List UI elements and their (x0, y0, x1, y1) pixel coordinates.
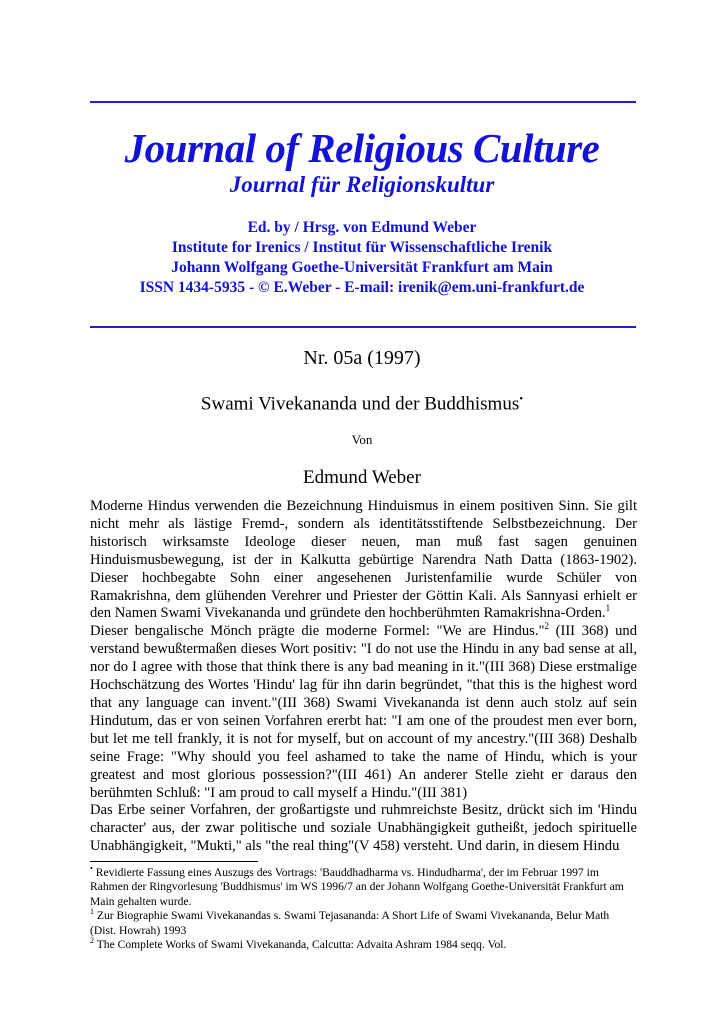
footnote-0-text: Revidierte Fassung eines Auszugs des Vortrags: 'Bauddhadharma vs. Hindudharma', der im Februar 1997 im Rahmen der Ringvorlesung 'Buddhismus' im WS 1996/7 an der Johann Wolfgang Goethe-Universität Frankfurt am Main gehalten wurde. (90, 866, 624, 908)
article-title-text: Swami Vivekananda und der Buddhismus (200, 393, 520, 415)
paragraph-2 (90, 623, 637, 802)
paragraph-1 (90, 498, 637, 623)
footnote-ref-2: 2 (544, 621, 549, 632)
article-body (90, 498, 637, 856)
footnote-2-text: The Complete Works of Swami Vivekananda, Calcutta: Advaita Ashram 1984 seqq. Vol. (94, 938, 507, 952)
footnote-separator (90, 861, 258, 862)
footnote-ref-1: 1 (605, 603, 611, 614)
footnote-1-text: Zur Biographie Swami Vivekanandas s. Swami Tejasananda: A Short Life of Swami Vivekananda, Belur Math (Dist. Howrah) 1993 (90, 909, 610, 937)
issue-number: Nr. 05a (1997) (303, 347, 421, 369)
byline-label: Von (351, 432, 373, 447)
institute-line: Institute for Irenics / Institut für Wissenschaftliche Irenik (171, 239, 553, 256)
title-footnote-mark: • (519, 393, 524, 405)
header-bottom-rule (90, 326, 636, 328)
footnote-1 (90, 909, 637, 938)
footnote-1-mark: 1 (90, 907, 94, 917)
paragraph-2-text-a: Dieser bengalische Mönch prägte die moderne Formel: "We are Hindus." (90, 623, 545, 640)
footnote-0 (90, 866, 637, 909)
footnote-2-mark: 2 (90, 936, 94, 946)
header-top-rule (90, 101, 636, 103)
paragraph-1-text: Moderne Hindus verwenden die Bezeichnung Hinduismus in einem positiven Sinn. Sie gilt nicht mehr als lästige Fremd-, sondern als identitätsstiftende Selbstbezeichnung. Der historisch wirksamste Ideologe dieser neuen, man muß fast sagen genuinen Hinduismusbewegung, ist der in Kalkutta gebürtige Narendra Nath Datta (1863-1902). Dieser hochbegabte Sohn einer angesehenen Juristenfamilie wurde Schüler von Ramakrishna, dem glühenden Verehrer und Priester der Göttin Kali. Als Sannyasi erhielt er den Namen Swami Vivekananda und gründete den hochberühmten Ramakrishna-Orden. (90, 498, 637, 622)
university-line: Johann Wolfgang Goethe-Universität Frankfurt am Main (171, 259, 553, 276)
paragraph-3: Das Erbe seiner Vorfahren, der großartigste und ruhmreichste Besitz, drückt sich im 'Hindu character' aus, der zwar politische und soziale Unabhängigkeit gutheißt, jedoch spirituelle Unabhängigkeit, "Mukti," als "the real thing"(V 458) versteht. Und darin, in diesem Hindu (90, 802, 637, 855)
journal-title: Journal of Religious Culture (124, 125, 600, 171)
editor-line: Ed. by / Hrsg. von Edmund Weber (247, 219, 477, 236)
author-name: Edmund Weber (303, 467, 421, 488)
footnote-2 (90, 938, 637, 952)
journal-subtitle: Journal für Religionskultur (229, 172, 495, 197)
issn-line: ISSN 1434-5935 - © E.Weber - E-mail: irenik@em.uni-frankfurt.de (139, 279, 585, 296)
footnote-0-mark: • (90, 864, 93, 874)
article-title (0, 393, 724, 415)
footnotes (90, 866, 637, 952)
paragraph-2-text-b: (III 368) und verstand bewußtermaßen dieses Wort positiv: "I do not use the Hindu in any bad sense at all, nor do I agree with those that think there is any bad meaning in it."(III 368) Diese erstmalige Hochschätzung des Wortes 'Hindu' lag für ihn darin begründet, "that this is the highest word that any language can invent."(III 368) Swami Vivekananda ist denn auch stolz auf sein Hindutum, das er von seinen Vorfahren ererbt hat: "I am one of the proudest men ever born, but let me tell frankly, it is not for myself, but on account of my ancestry."(III 368) Deshalb seine Frage: "Why should you feel ashamed to take the name of Hindu, which is your greatest and most glorious possession?"(III 461) An anderer Stelle zieht er daraus den berühmten Schluß: "I am proud to call myself a Hindu."(III 381) (90, 623, 637, 801)
